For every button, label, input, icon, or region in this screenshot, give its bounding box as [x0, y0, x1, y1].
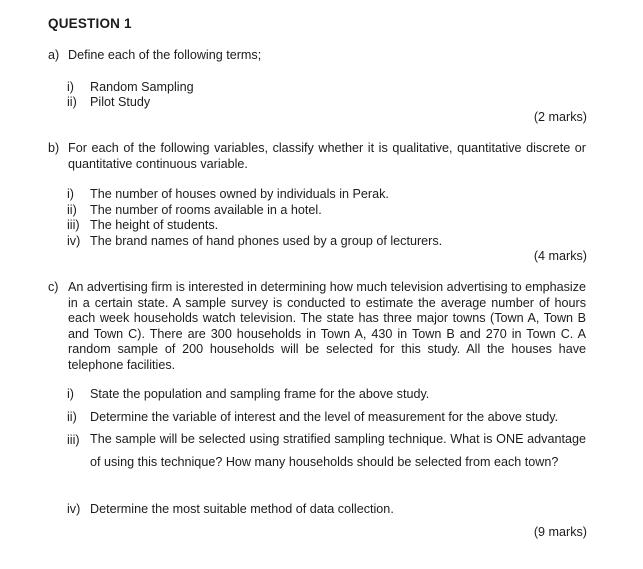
part-b-label: b) — [48, 141, 60, 155]
part-c-intro: An advertising firm is interested in determining how much television advertising to emphasize in a certain state. A sample survey is conducted to estimate the average number of hours each week households watch television. The state has three major towns (Town A, Town B and Town C). There are 300 households in Town A, 430 in Town B and 270 in Town C. A random sample of 200 households will be selected for this study. All the houses have telephone facilities. — [68, 280, 586, 372]
part-a-item-1-num: i) — [67, 80, 74, 94]
part-a-item-2-num: ii) — [67, 95, 77, 109]
part-c-item-4-text: Determine the most suitable method of data collection. — [90, 502, 394, 516]
part-b-intro: For each of the following variables, classify whether it is qualitative, quantitative discrete or quantitative continuous variable. — [68, 141, 586, 171]
part-c-item-1-num: i) — [67, 387, 74, 401]
part-b-item-4-num: iv) — [67, 234, 81, 248]
part-b-item-2-num: ii) — [67, 203, 77, 217]
part-c-item-4-num: iv) — [67, 502, 81, 516]
part-c-item-3-text: The sample will be selected using stratified sampling technique. What is ONE advantage of using this technique? How many households should be selected from each town? — [90, 432, 586, 469]
part-c-marks: (9 marks) — [533, 525, 587, 539]
part-b-item-2-text: The number of rooms available in a hotel. — [90, 203, 322, 217]
part-a-intro: Define each of the following terms; — [68, 48, 262, 62]
part-a-marks: (2 marks) — [533, 110, 587, 124]
part-b-marks: (4 marks) — [533, 249, 587, 263]
question-title: QUESTION 1 — [48, 16, 132, 31]
part-a-label: a) — [48, 48, 60, 62]
part-a-item-2-text: Pilot Study — [90, 95, 151, 109]
part-a-item-1-text: Random Sampling — [90, 80, 194, 94]
part-c-item-1-text: State the population and sampling frame for the above study. — [90, 387, 430, 401]
part-c-item-2-num: ii) — [67, 410, 77, 424]
part-b-item-4-text: The brand names of hand phones used by a group of lecturers. — [90, 234, 443, 248]
part-b-item-3-num: iii) — [67, 218, 80, 232]
part-c-item-2-text: Determine the variable of interest and the level of measurement for the above study. — [90, 410, 559, 424]
part-b-item-1-num: i) — [67, 187, 74, 201]
part-b-item-3-text: The height of students. — [90, 218, 219, 232]
part-c-label: c) — [48, 280, 59, 294]
part-b-item-1-text: The number of houses owned by individuals in Perak. — [90, 187, 389, 201]
part-c-item-3-num: iii) — [67, 433, 80, 447]
